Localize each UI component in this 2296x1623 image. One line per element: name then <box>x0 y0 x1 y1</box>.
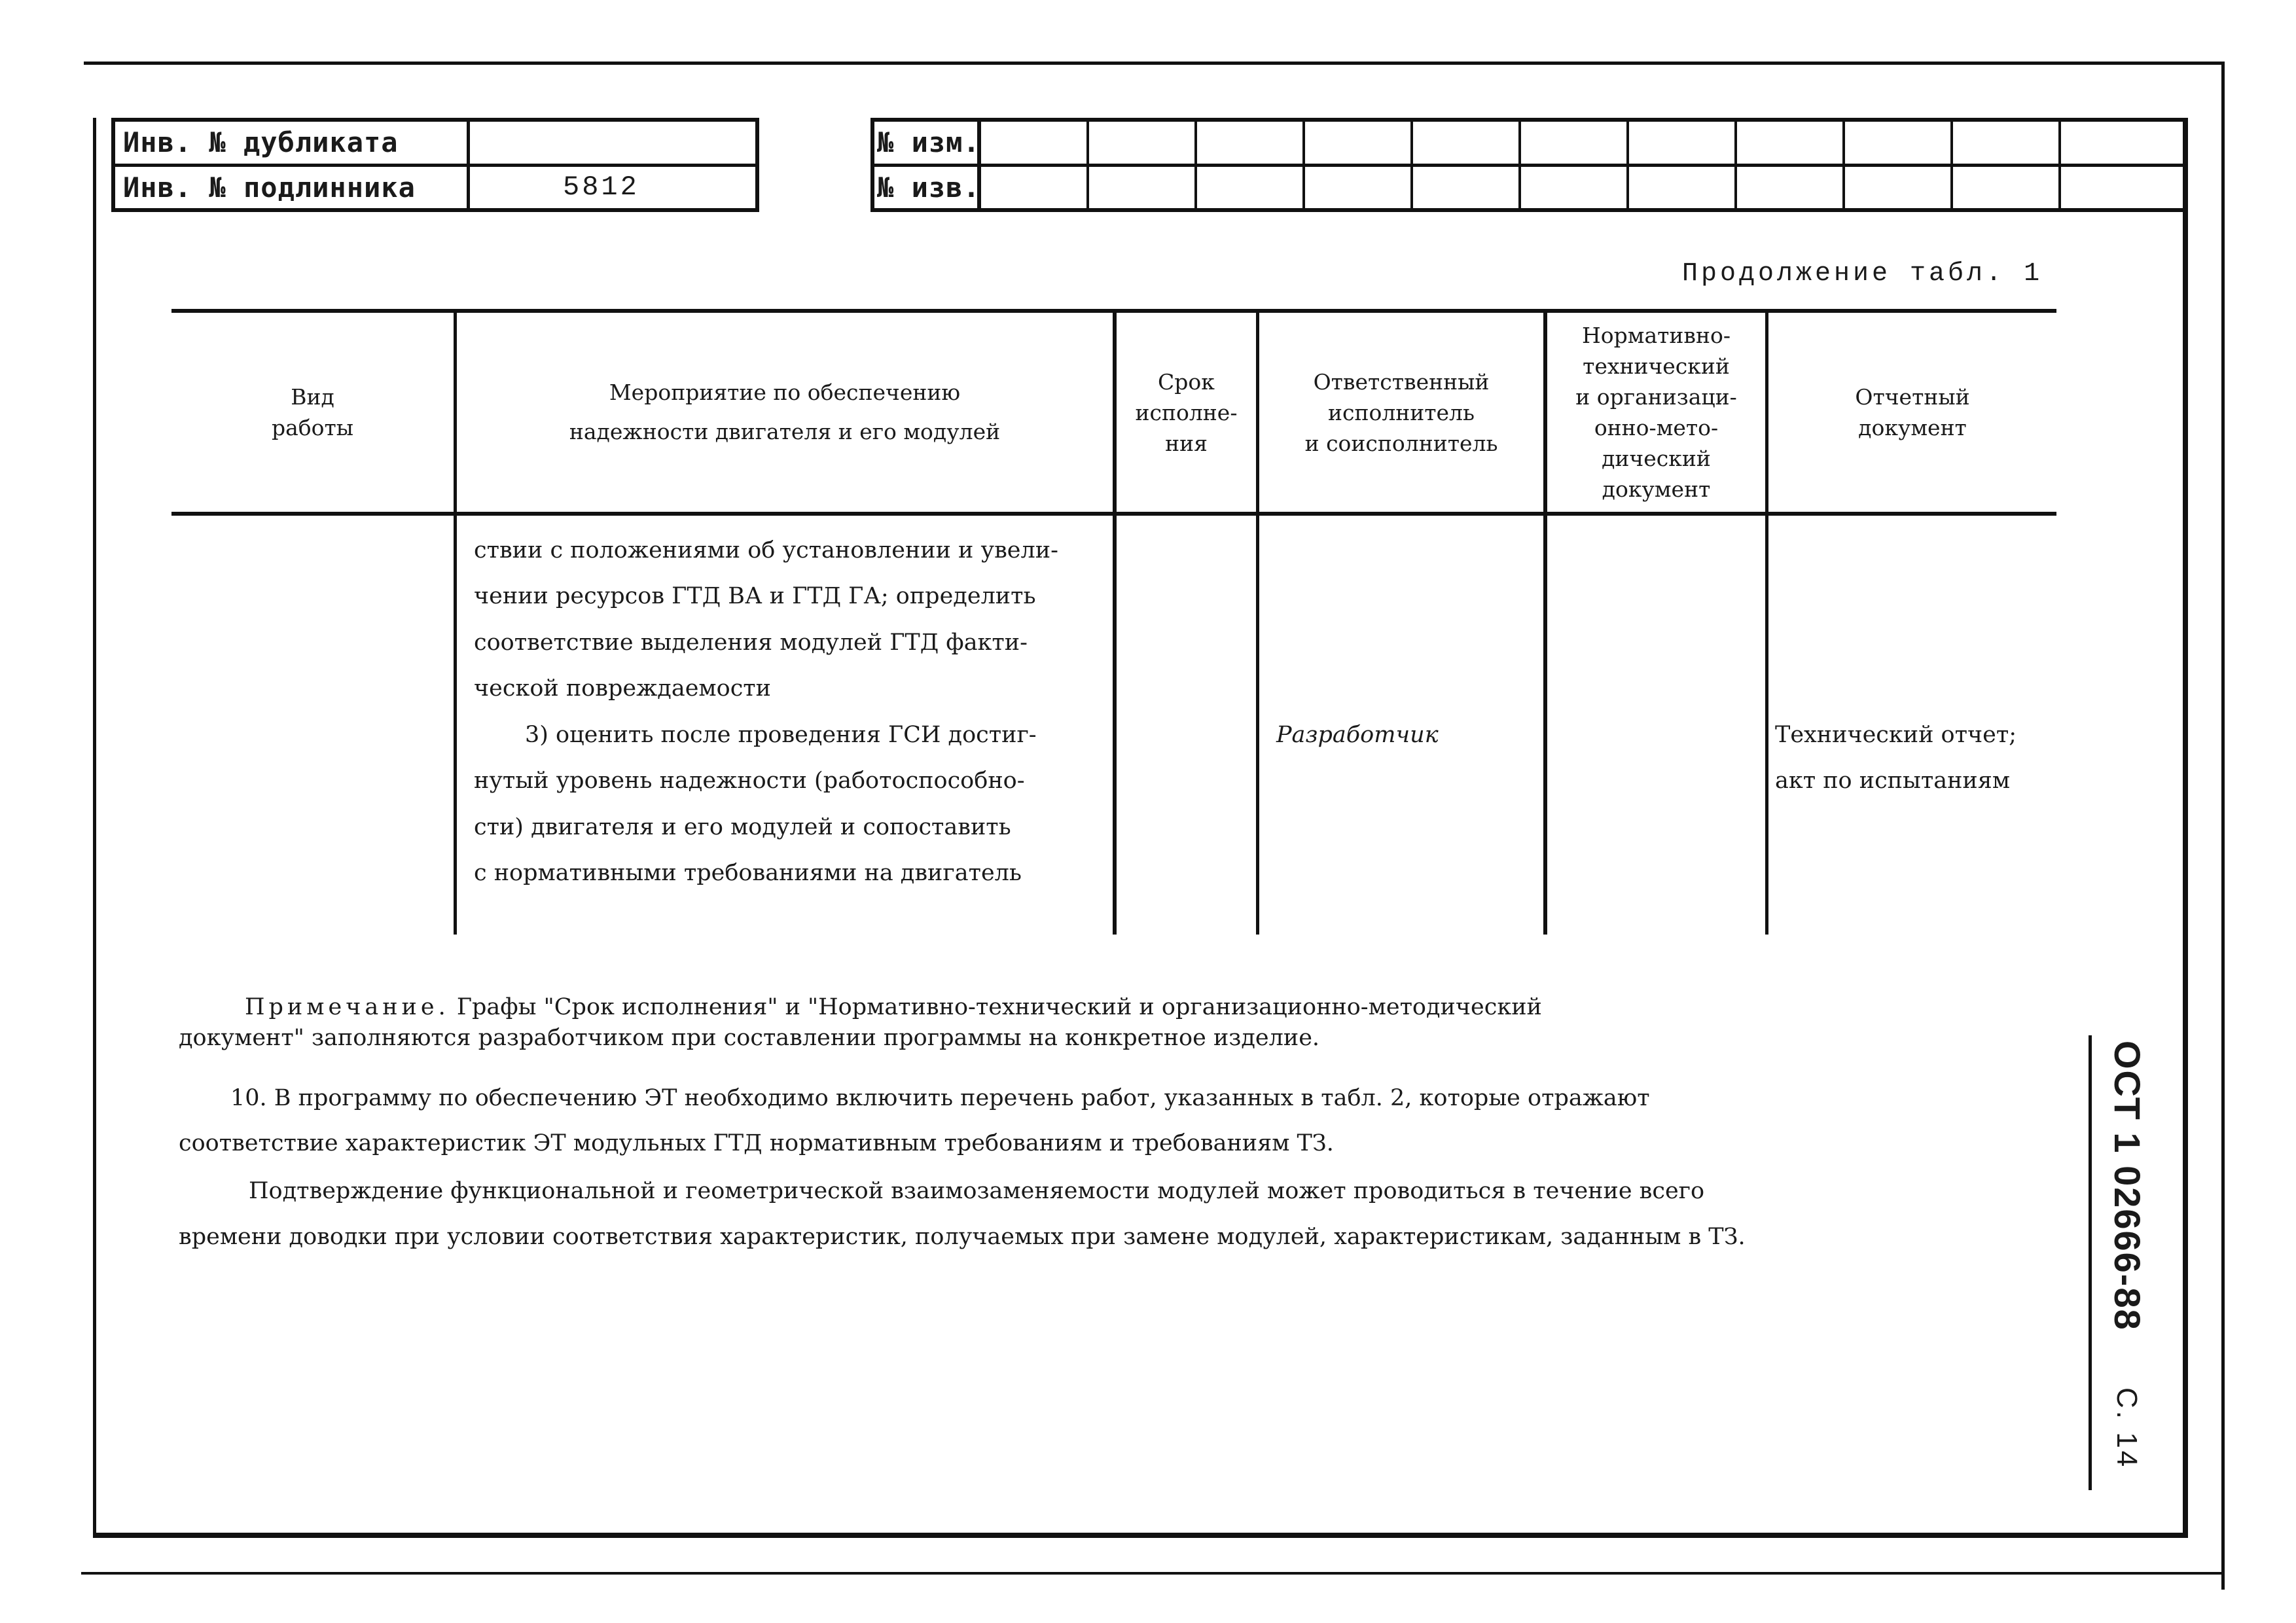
duplicate-inventory-label: Инв. № дубликата <box>123 126 399 158</box>
executor-cell: Разработчик <box>1276 722 1439 748</box>
paragraph-11-line-1: Подтверждение функциональной и геометрической взаимозаменяемости модулей может проводиться в течение всего <box>249 1178 1705 1204</box>
measure-line: нутый уровень надежности (работоспособно- <box>474 768 1025 794</box>
frame-bottom-outer-line <box>81 1572 2225 1575</box>
report-document-cell: акт по испытаниям <box>1775 768 2011 794</box>
original-inventory-value: 5812 <box>563 171 639 203</box>
measure-line: 3) оценить после проведения ГСИ достиг- <box>525 722 1037 748</box>
header-work-type: Вид работы <box>271 384 354 440</box>
paragraph-10-line-1: 10. В программу по обеспечению ЭТ необходимо включить перечень работ, указанных в табл. 2, которые отражают <box>230 1085 1650 1111</box>
header-measure: Мероприятие по обеспечению надежности двигателя и его модулей <box>569 380 1001 444</box>
main-frame-bottom <box>93 1533 2188 1538</box>
note-text-line-2: документ" заполняются разработчиком при составлении программы на конкретное изделие. <box>179 1025 1320 1051</box>
measure-line: чении ресурсов ГТД ВА и ГТД ГА; определить <box>474 583 1036 609</box>
header-deadline: Срок исполне- ния <box>1135 368 1238 456</box>
main-frame-right <box>2183 118 2188 1538</box>
measure-line: соответствие выделения модулей ГТД факти- <box>474 630 1028 656</box>
report-document-cell: Технический отчет; <box>1775 722 2017 748</box>
note-label: Примечание. <box>245 994 450 1020</box>
frame-top-line <box>84 62 2224 65</box>
header-report-document: Отчетный документ <box>1855 384 1970 440</box>
side-label-rule <box>2089 1035 2092 1490</box>
measure-line: ческой повреждаемости <box>474 675 771 702</box>
frame-right-outer-line <box>2221 62 2225 1590</box>
main-frame-left <box>93 118 96 1538</box>
page-number: С. 14 <box>2111 1387 2143 1470</box>
measure-line: ствии с положениями об установлении и увели- <box>474 537 1058 563</box>
measure-line: сти) двигателя и его модулей и сопоставить <box>474 814 1011 840</box>
header-executor: Ответственный исполнитель и соисполнитель <box>1304 368 1498 456</box>
paragraph-11-line-2: времени доводки при условии соответствия характеристик, получаемых при замене модулей, характеристикам, заданным в ТЗ. <box>179 1224 1746 1250</box>
measure-line: с нормативными требованиями на двигатель <box>474 860 1022 886</box>
original-inventory-label: Инв. № подлинника <box>123 171 416 204</box>
note-text-line-1: Графы "Срок исполнения" и "Нормативно-технический и организационно-методический <box>456 994 1542 1020</box>
standard-designation: ОСТ 1 02666-88 <box>2107 1041 2148 1331</box>
table-continuation-label: Продолжение табл. 1 <box>1682 259 2043 289</box>
notice-number-label: № изв. <box>877 171 980 204</box>
header-normative-document: Нормативно- технический и организаци- онно-мето- дический документ <box>1575 323 1737 502</box>
paragraph-10-line-2: соответствие характеристик ЭТ модульных ГТД нормативным требованиям и требованиям ТЗ. <box>179 1130 1334 1156</box>
change-number-label: № изм. <box>877 126 980 158</box>
